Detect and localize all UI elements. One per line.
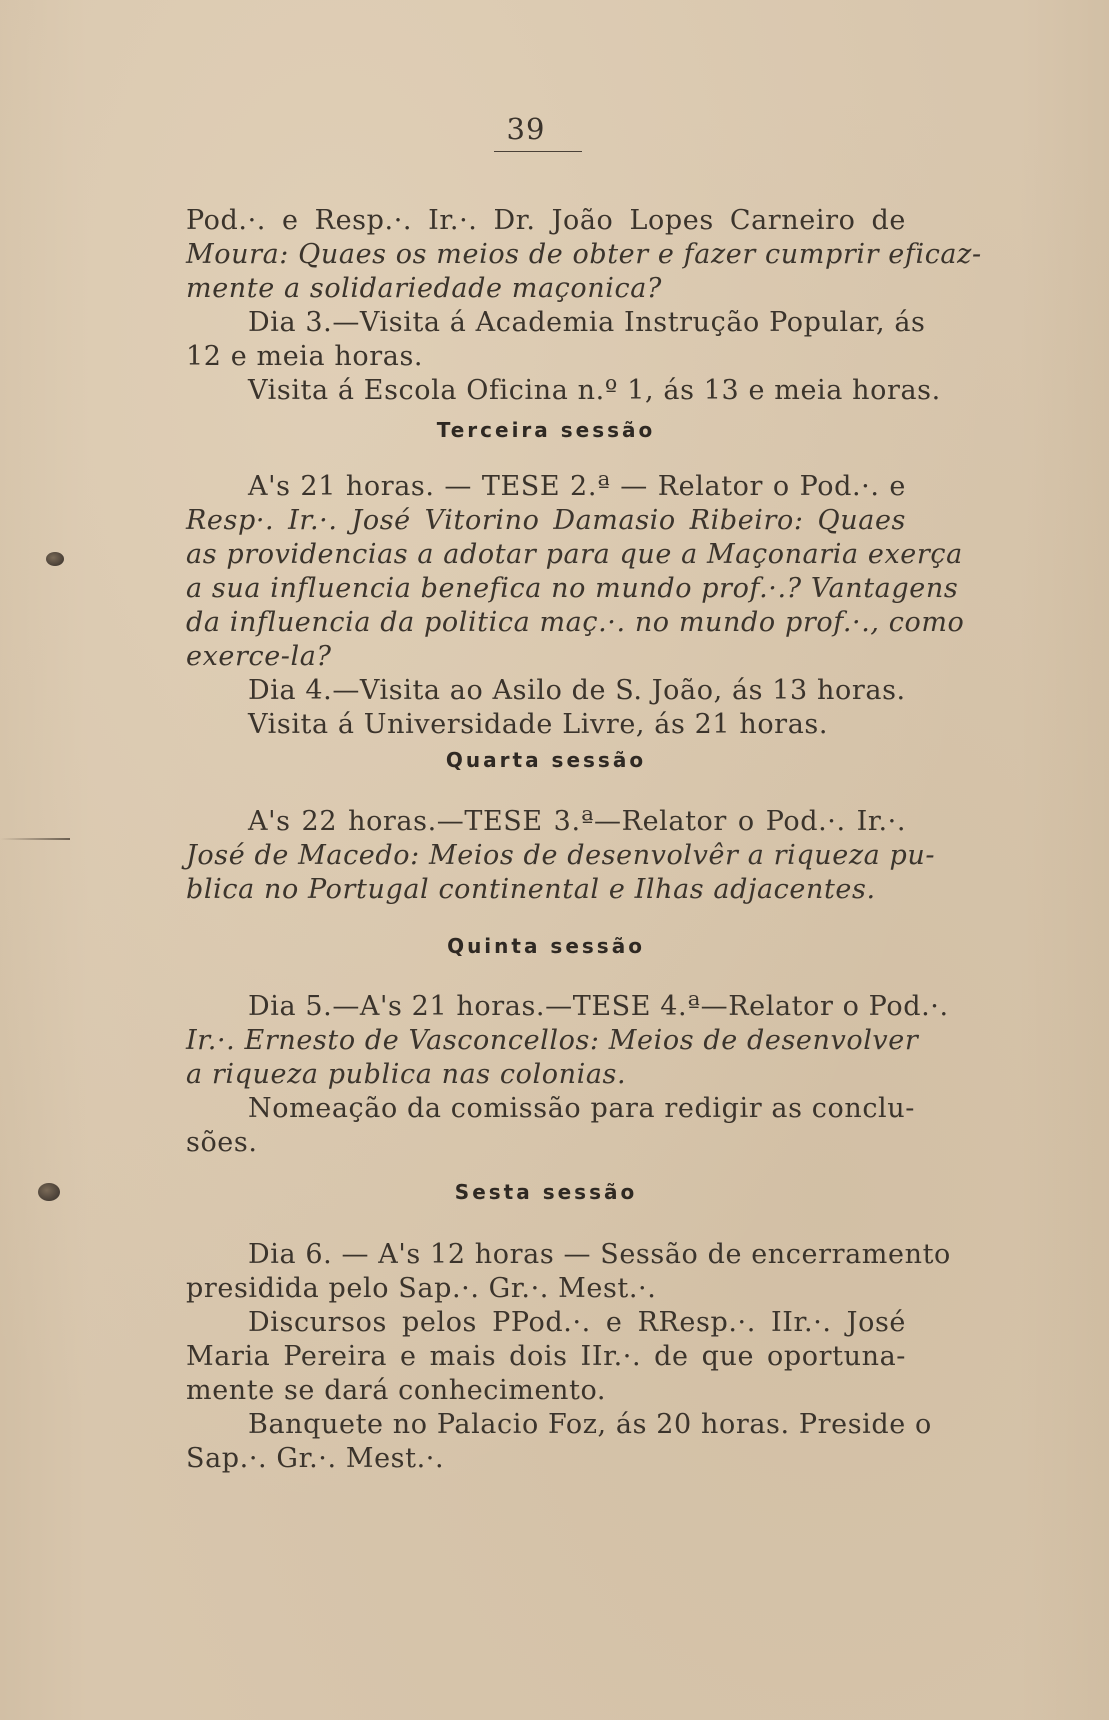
- text-line: presidida pelo Sap.·. Gr.·. Mest.·.: [186, 1273, 657, 1304]
- section-heading: Quinta sessão: [447, 934, 645, 958]
- text-line: A's 21 horas. — TESE 2.ª — Relator o Pod.·. e: [248, 471, 906, 502]
- text-line: Visita á Escola Oficina n.º 1, ás 13 e meia horas.: [248, 375, 941, 406]
- text-line: Resp·. Ir.·. José Vitorino Damasio Ribeiro: Quaes: [186, 505, 906, 536]
- text-line: Dia 5.—A's 21 horas.—TESE 4.ª—Relator o Pod.·.: [248, 991, 949, 1022]
- text-line: Nomeação da comissão para redigir as conclu-: [248, 1093, 915, 1124]
- text-line: da influencia da politica maç.·. no mundo prof.·., como: [186, 607, 965, 638]
- paragraph-block-1: [186, 204, 982, 408]
- text-line: a sua influencia benefica no mundo prof.·.? Vantagens: [186, 573, 959, 604]
- page-number: 39: [506, 112, 546, 146]
- section-heading: Sesta sessão: [454, 1180, 638, 1204]
- text-line: exerce-la?: [186, 641, 332, 672]
- section-heading: Terceira sessão: [436, 418, 656, 442]
- text-line: Pod.·. e Resp.·. Ir.·. Dr. João Lopes Carneiro de: [186, 205, 906, 236]
- text-line: blica no Portugal continental e Ilhas adjacentes.: [186, 874, 876, 905]
- text-line: a riqueza publica nas colonias.: [186, 1059, 627, 1090]
- paragraph-block-4: [186, 990, 949, 1160]
- text-line: A's 22 horas.—TESE 3.ª—Relator o Pod.·. Ir.·.: [248, 806, 906, 837]
- text-line: Maria Pereira e mais dois IIr.·. de que oportuna-: [186, 1341, 906, 1372]
- binding-hole-mark: [46, 552, 64, 566]
- text-line: sões.: [186, 1127, 258, 1158]
- text-line: Discursos pelos PPod.·. e RResp.·. IIr.·. José: [248, 1307, 906, 1338]
- text-line: Sap.·. Gr.·. Mest.·.: [186, 1443, 445, 1474]
- text-line: Dia 3.—Visita á Academia Instrução Popular, ás: [248, 307, 926, 338]
- paragraph-block-2: [186, 470, 965, 742]
- text-line: as providencias a adotar para que a Maçonaria exerça: [186, 539, 963, 570]
- text-line: Dia 4.—Visita ao Asilo de S. João, ás 13 horas.: [248, 675, 906, 706]
- text-line: Dia 6. — A's 12 horas — Sessão de encerramento: [248, 1239, 951, 1270]
- page-number-rule: [494, 151, 582, 152]
- text-line: Ir.·. Ernesto de Vasconcellos: Meios de desenvolver: [186, 1025, 919, 1056]
- text-line: Banquete no Palacio Foz, ás 20 horas. Preside o: [248, 1409, 932, 1440]
- text-line: Visita á Universidade Livre, ás 21 horas.: [248, 709, 829, 740]
- text-line: José de Macedo: Meios de desenvolvêr a riqueza pu-: [186, 840, 936, 871]
- section-heading: Quarta sessão: [445, 748, 647, 772]
- margin-stain-mark: [0, 838, 70, 840]
- paragraph-block-5: [186, 1238, 951, 1476]
- text-line: mente a solidariedade maçonica?: [186, 273, 662, 304]
- text-line: 12 e meia horas.: [186, 341, 424, 372]
- text-line: Moura: Quaes os meios de obter e fazer cumprir eficaz-: [186, 239, 982, 270]
- text-line: mente se dará conhecimento.: [186, 1375, 607, 1406]
- paragraph-block-3: [186, 805, 936, 907]
- binding-hole-mark: [38, 1183, 60, 1201]
